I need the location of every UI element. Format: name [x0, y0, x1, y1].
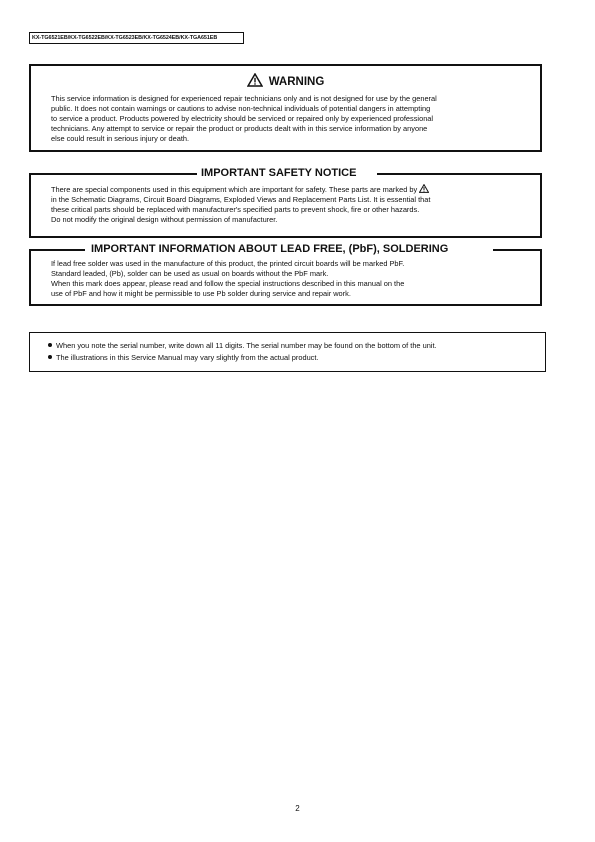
- lead-free-title: IMPORTANT INFORMATION ABOUT LEAD FREE, (PbF), SOLDERING: [91, 243, 449, 255]
- safety-notice-box: [29, 167, 542, 238]
- frame-border: [377, 173, 540, 175]
- warning-line: else could result in serious injury or death.: [51, 134, 190, 143]
- model-numbers-label: KX-TG6521EB/KX-TG6522EB/KX-TG6523EB/KX-TG6524EB/KX-TGA651EB: [29, 32, 244, 44]
- warning-box: [29, 64, 542, 152]
- note-text: When you note the serial number, write down all 11 digits. The serial number may be found on the bottom of the unit.: [56, 341, 437, 350]
- page-number: 2: [295, 804, 300, 813]
- warning-line: public. It does not contain warnings or cautions to advise non-technical individuals of potential dangers in attempting: [51, 104, 431, 113]
- warning-line: technicians. Any attempt to service or repair the product or products dealt with in this service information by anyone: [51, 124, 428, 133]
- lead-free-line: When this mark does appear, please read and follow the special instructions described in this manual on the: [51, 279, 405, 288]
- safety-notice-line: in the Schematic Diagrams, Circuit Board Diagrams, Exploded Views and Replacement Parts List. It is essential that: [51, 195, 431, 204]
- safety-notice-line: Do not modify the original design without permission of manufacturer.: [51, 215, 278, 224]
- lead-free-line: use of PbF and how it might be permissible to use Pb solder during service and repair work.: [51, 289, 351, 298]
- safety-notice-text: [51, 184, 528, 225]
- lead-free-text: [51, 259, 528, 299]
- list-item: [48, 341, 437, 351]
- notes-box: [29, 332, 546, 372]
- warning-triangle-icon: [419, 184, 429, 193]
- frame-border: [31, 173, 197, 175]
- warning-line: to service a product. Products powered by electricity should be serviced or repaired only by experienced professional: [51, 114, 434, 123]
- note-text: The illustrations in this Service Manual may vary slightly from the actual product.: [56, 353, 319, 362]
- warning-title: WARNING: [268, 76, 325, 88]
- warning-triangle-icon: [247, 73, 263, 87]
- lead-free-line: Standard leaded, (Pb), solder can be used as usual on boards without the PbF mark.: [51, 269, 329, 278]
- bullet-icon: [48, 355, 52, 359]
- frame-border: [493, 249, 540, 251]
- warning-line: This service information is designed for experienced repair technicians only and is not designed for use by the general: [51, 94, 437, 103]
- frame-border: [31, 249, 85, 251]
- safety-notice-line: these critical parts should be replaced with manufacturer's specified parts to prevent shock, fire or other hazards.: [51, 205, 420, 214]
- list-item: [48, 353, 318, 363]
- safety-notice-title: IMPORTANT SAFETY NOTICE: [201, 167, 357, 179]
- safety-notice-line: There are special components used in this equipment which are important for safety. These parts are marked by: [51, 185, 418, 194]
- lead-free-line: If lead free solder was used in the manufacture of this product, the printed circuit boards will be marked PbF.: [51, 259, 405, 268]
- bullet-icon: [48, 343, 52, 347]
- warning-text: [51, 94, 526, 144]
- lead-free-box: [29, 243, 542, 306]
- warning-heading: [31, 73, 540, 88]
